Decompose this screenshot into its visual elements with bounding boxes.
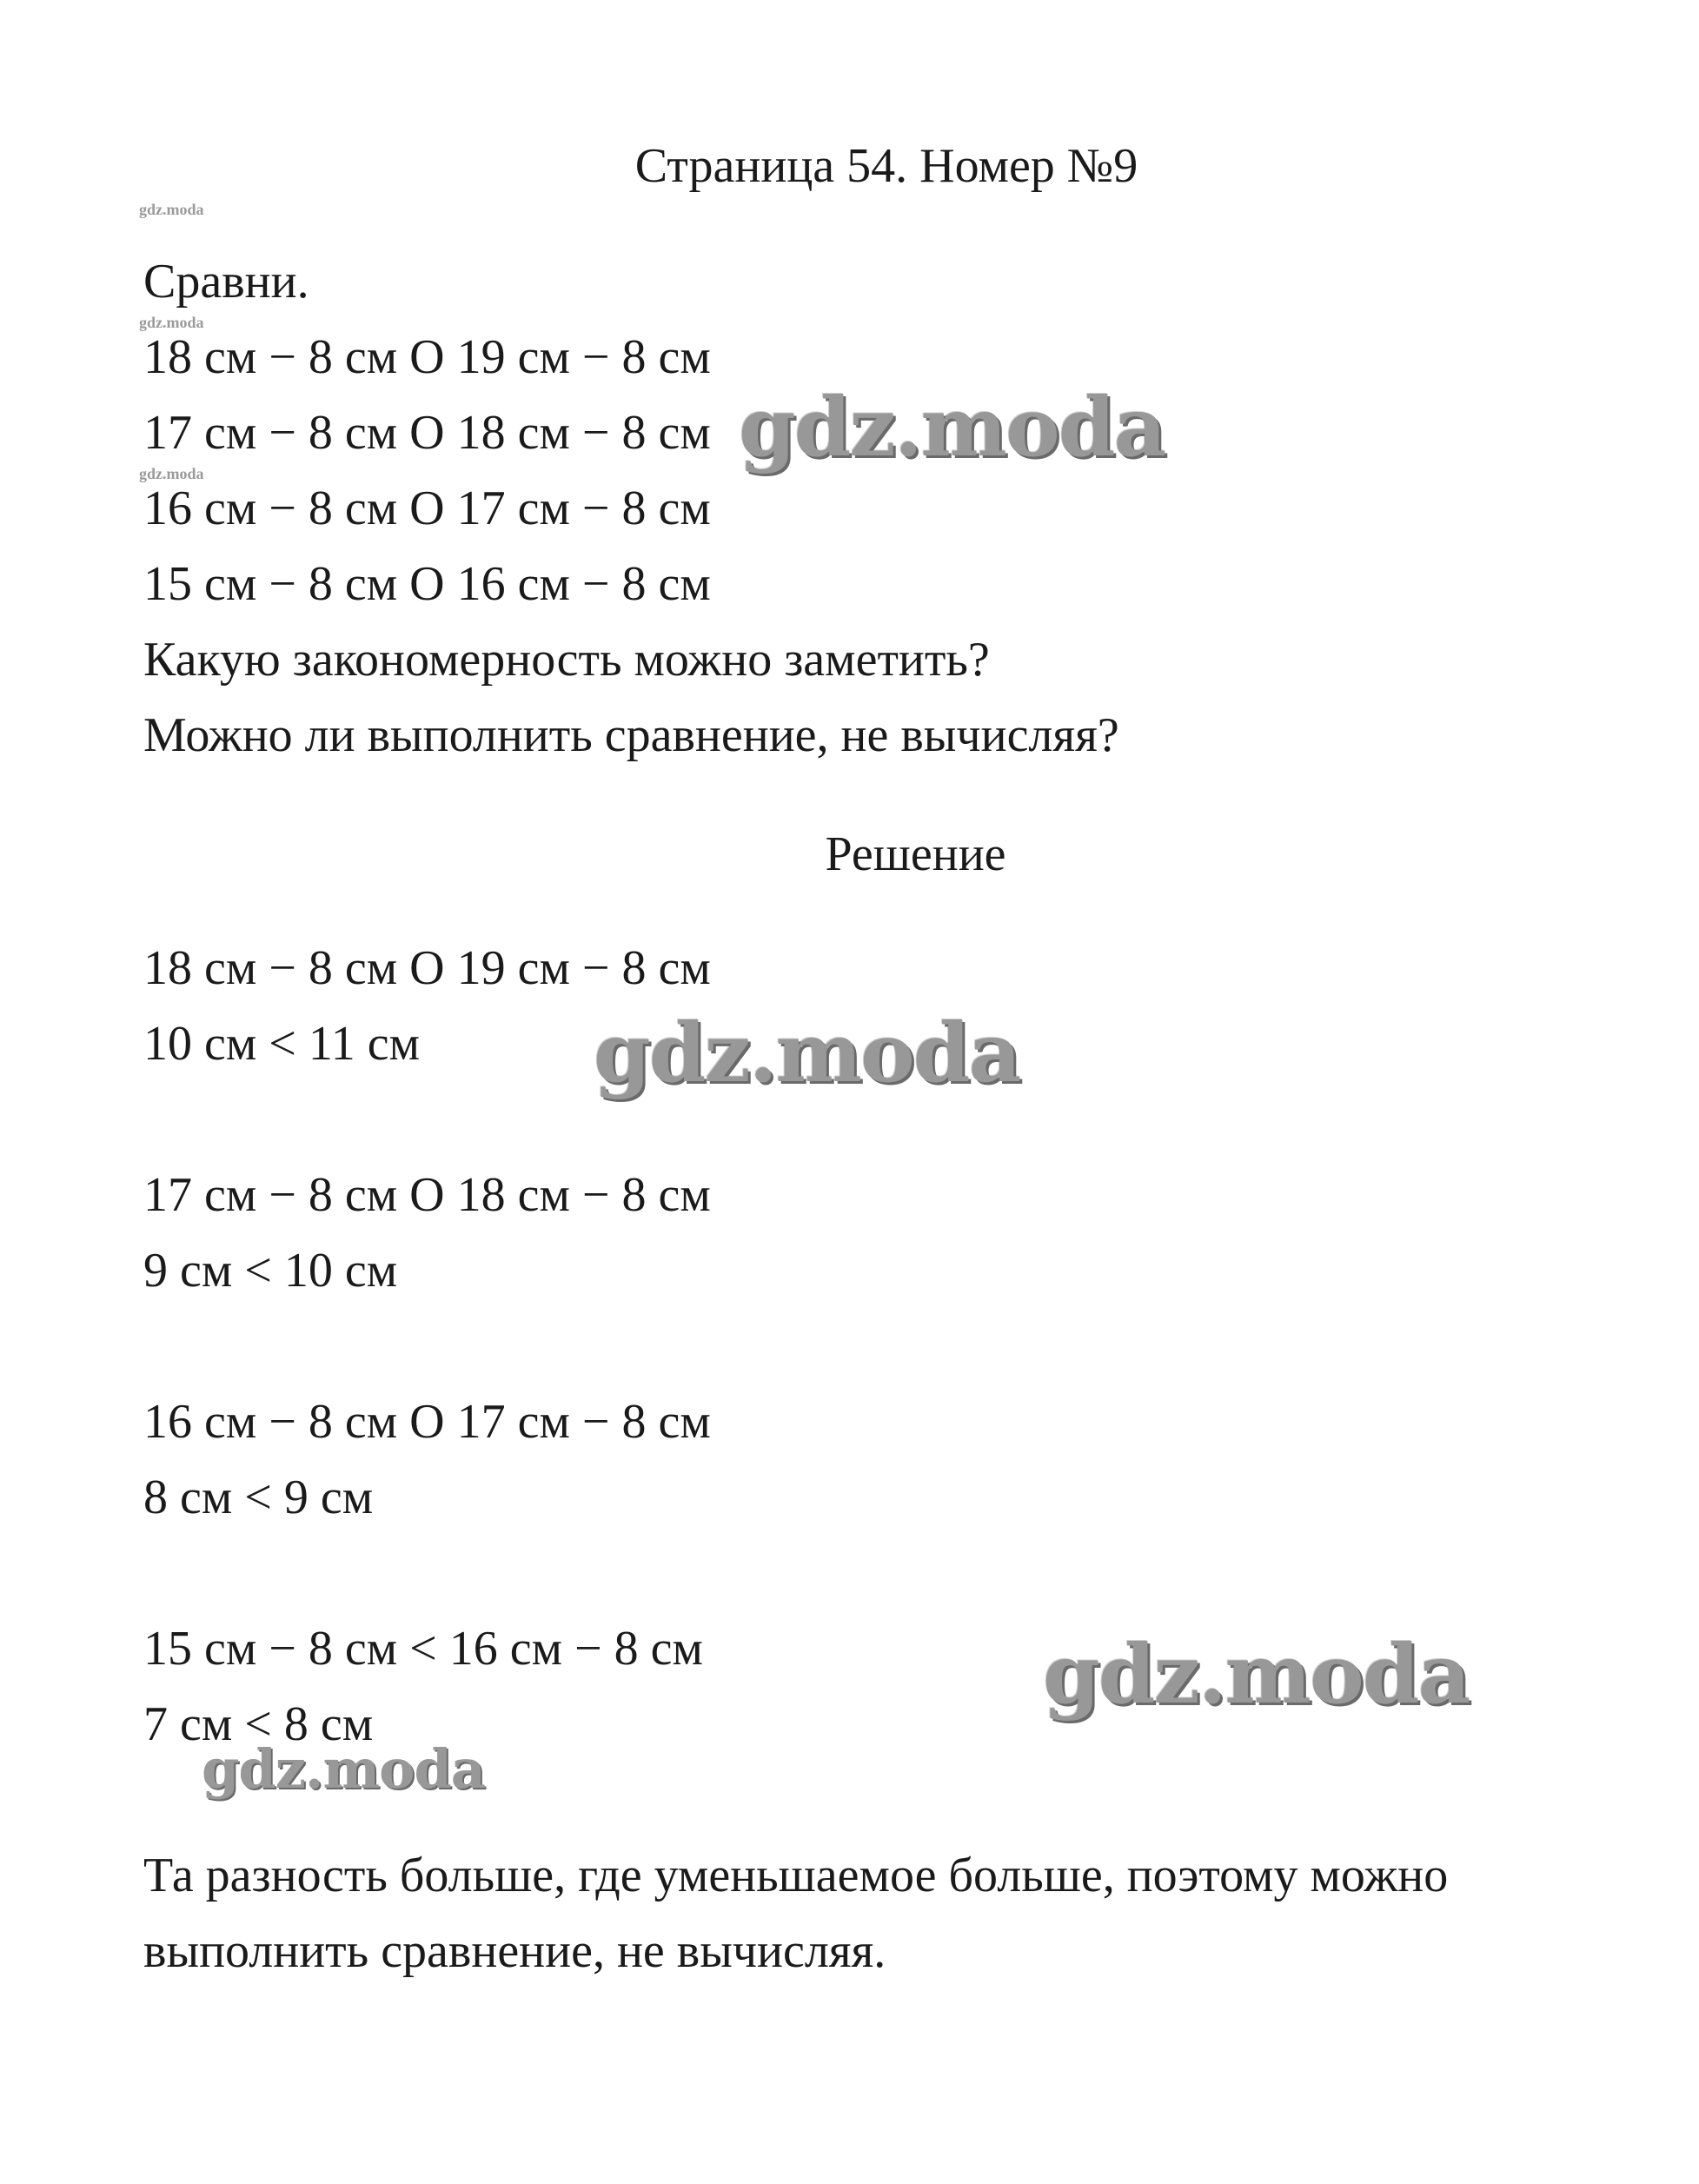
- task-line: 18 см − 8 см О 19 см − 8 см: [143, 330, 711, 384]
- watermark-large: gdz.moda: [1043, 1627, 1470, 1723]
- solution-expression: 16 см − 8 см О 17 см − 8 см: [143, 1395, 711, 1449]
- watermark-large: gdz.moda: [594, 1006, 1020, 1101]
- solution-expression: 17 см − 8 см О 18 см − 8 см: [143, 1168, 711, 1222]
- solution-result: 9 см < 10 см: [143, 1244, 398, 1298]
- task-line: 17 см − 8 см О 18 см − 8 см: [143, 406, 711, 460]
- solution-heading: Решение: [825, 827, 1006, 881]
- watermark-small: gdz.moda: [139, 201, 204, 218]
- page-title: Страница 54. Номер №9: [634, 139, 1138, 193]
- task-line: 16 см − 8 см О 17 см − 8 см: [143, 481, 711, 535]
- watermark-large: gdz.moda: [739, 380, 1165, 475]
- solution-expression: 18 см − 8 см О 19 см − 8 см: [143, 941, 711, 995]
- solution-conclusion: выполнить сравнение, не вычисляя.: [143, 1924, 886, 1978]
- task-line: 15 см − 8 см О 16 см − 8 см: [143, 557, 711, 611]
- watermark-small: gdz.moda: [139, 465, 204, 482]
- solution-result: 10 см < 11 см: [143, 1017, 421, 1071]
- task-question: Можно ли выполнить сравнение, не вычисляя?: [143, 708, 1119, 762]
- solution-result: 8 см < 9 см: [143, 1470, 374, 1524]
- task-instruction: Сравни.: [143, 255, 309, 309]
- solution-result: 7 см < 8 см: [143, 1697, 374, 1751]
- solution-expression: 15 см − 8 см < 16 см − 8 см: [143, 1622, 703, 1676]
- watermark-medium: gdz.moda: [202, 1737, 485, 1801]
- watermark-small: gdz.moda: [139, 314, 204, 331]
- solution-conclusion: Та разность больше, где уменьшаемое больше, поэтому можно: [143, 1849, 1449, 1902]
- task-question: Какую закономерность можно заметить?: [143, 633, 990, 687]
